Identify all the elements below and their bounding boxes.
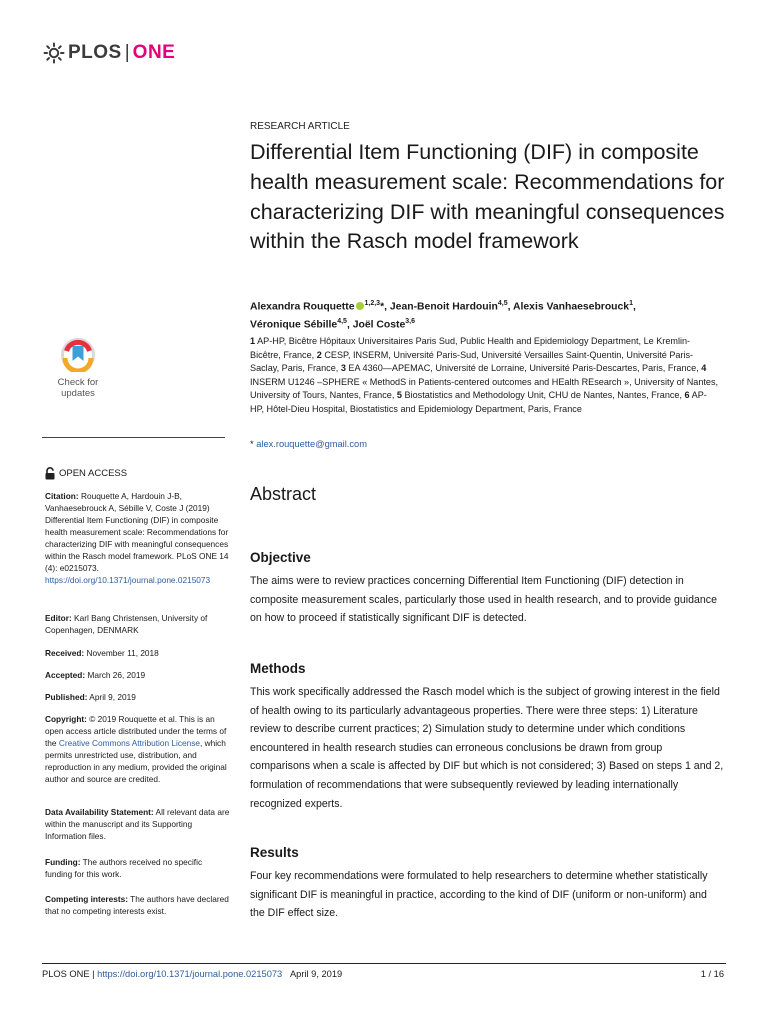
logo-separator: | [124,42,130,63]
check-for-label: Check for [57,377,99,388]
footer-doi-link[interactable]: https://doi.org/10.1371/journal.pone.0215073 [97,969,283,979]
open-access [45,467,127,480]
author-name[interactable]: Véronique Sébille [250,319,338,331]
footer-citation: PLOS ONE | https://doi.org/10.1371/journal.pone.0215073 April 9, 2019 [42,969,343,979]
objective-text: The aims were to review practices concerning Differential Item Functioning (DIF) detection in composite measurement scales, particularly those used in health research, and to provide guidance on how to proceed if statistically significant DIF is detected. [250,575,717,625]
plos-one-logo [43,42,175,64]
results-text: Four key recommendations were formulated to help researchers to determine whether statistically significant DIF is meaningful in practice, according to the kind of DIF (uniform or non-uniform) and the DIF effect size. [250,870,708,920]
citation-doi-link[interactable]: https://doi.org/10.1371/journal.pone.0215073 [45,575,211,585]
plos-sun-icon [43,42,65,64]
author-name[interactable]: Jean-Benoit Hardouin [389,301,498,313]
affiliations: 1 AP-HP, Bicêtre Hôpitaux Universitaires Paris Sud, Public Health and Epidemiology Department, Le Kremlin-Bicêtre, France, 2 CESP, INSERM, Université Paris-Sud, Université Versailles Saint-Quentin, Université Paris-Saclay, Paris, France, 3 EA 4360—APEMAC, Université de Lorraine, Université Paris-Descartes, Paris, France, 4 INSERM U1246 –SPHERE « MethodS in Patients-centered outcomes and HEalth REsearch », University of Nantes, University of Tours, Nantes, France, 5 Biostatistics and Methodology Unit, CHU de Nantes, Nantes, France, 6 AP-HP, Hôtel-Dieu Hospital, Biostatistics and Epidemiology Department, Paris, France [250,336,719,414]
data-availability-block: Data Availability Statement: All relevant data are within the manuscript and its Supporting Information files. [45,807,230,841]
objective-heading: Objective [250,550,311,565]
methods-heading: Methods [250,661,306,676]
results-heading: Results [250,845,299,860]
crossmark-icon [61,338,95,372]
citation-block: Citation: Rouquette A, Hardouin J-B, Vanhaesebrouck A, Sébille V, Coste J (2019) Differential Item Functioning (DIF) in composite health measurement scale: Recommendations for characterizing DIF with meaningful consequences within the Rasch model framework. PLoS ONE 14 (4): e0215073. https://doi.org/10.1371/journal.pone.0215073 [45,491,229,585]
editor-block: Editor: Karl Bang Christensen, University of Copenhagen, DENMARK [45,613,208,635]
abstract-heading: Abstract [250,484,317,504]
footer-rule [42,963,726,964]
open-lock-icon [45,467,55,480]
article-title: Differential Item Functioning (DIF) in composite health measurement scale: Recommendations for characterizing DIF with meaningful consequences within the Rasch model framework [250,140,725,254]
received-block: Received: November 11, 2018 [45,648,159,658]
corresponding-star: * [380,301,385,313]
author-name[interactable]: Alexis Vanhaesebrouck [513,301,630,313]
article-type: RESEARCH ARTICLE [250,121,350,132]
sidebar-divider [42,437,225,438]
page-number: 1 / 16 [700,969,724,979]
author-list: Alexandra Rouquette $^{1,2,3}$*, Jean-Benoit Hardouin$^{4,5}$, Alexis Vanhaesebrouck$^1$, Véronique Sébille$^{4,5}$, Joël Coste$^{3,6}$ [250,300,636,331]
accepted-block: Accepted: March 26, 2019 [45,670,146,680]
copyright-block: Copyright: © 2019 Rouquette et al. This is an open access article distributed under the terms of the Creative Commons Attribution License, which permits unrestricted use, distribution, and reproduction in any medium, provided the original author and source are credited. [45,714,227,784]
logo-one-text: ONE [132,42,176,63]
published-block: Published: April 9, 2019 [45,692,136,702]
check-for-updates-badge[interactable] [42,334,114,406]
email-link[interactable]: alex.rouquette@gmail.com [256,439,367,449]
orcid-icon[interactable] [356,302,364,310]
methods-text: This work specifically addressed the Rasch model which is the subject of growing interest in the field of health owing to its particularly advantageous properties. There were three steps: 1) Literature review to describe current practices; 2) Simulation study to determine under which conditions encountered in health research studies can erroneous conclusions be drawn from group comparisons when a scale is affected by DIF but which is not considered; 3) Based on steps 1 and 2, formulation of recommendations that were subsequently reviewed by leading internationally recognized experts. [250,686,724,810]
author-name[interactable]: Joël Coste [352,319,406,331]
open-access-label: OPEN ACCESS [59,468,128,479]
footer-date: April 9, 2019 [289,969,343,979]
logo-plos-text: PLOS [68,42,122,63]
corresponding-email: * alex.rouquette@gmail.com [250,439,367,449]
funding-block: Funding: The authors received no specific funding for this work. [45,857,203,879]
author-name[interactable]: Alexandra Rouquette [250,301,355,313]
competing-interests-block: Competing interests: The authors have declared that no competing interests exist. [45,894,229,916]
updates-label: updates [61,388,95,399]
license-link[interactable]: Creative Commons Attribution License [58,738,200,748]
